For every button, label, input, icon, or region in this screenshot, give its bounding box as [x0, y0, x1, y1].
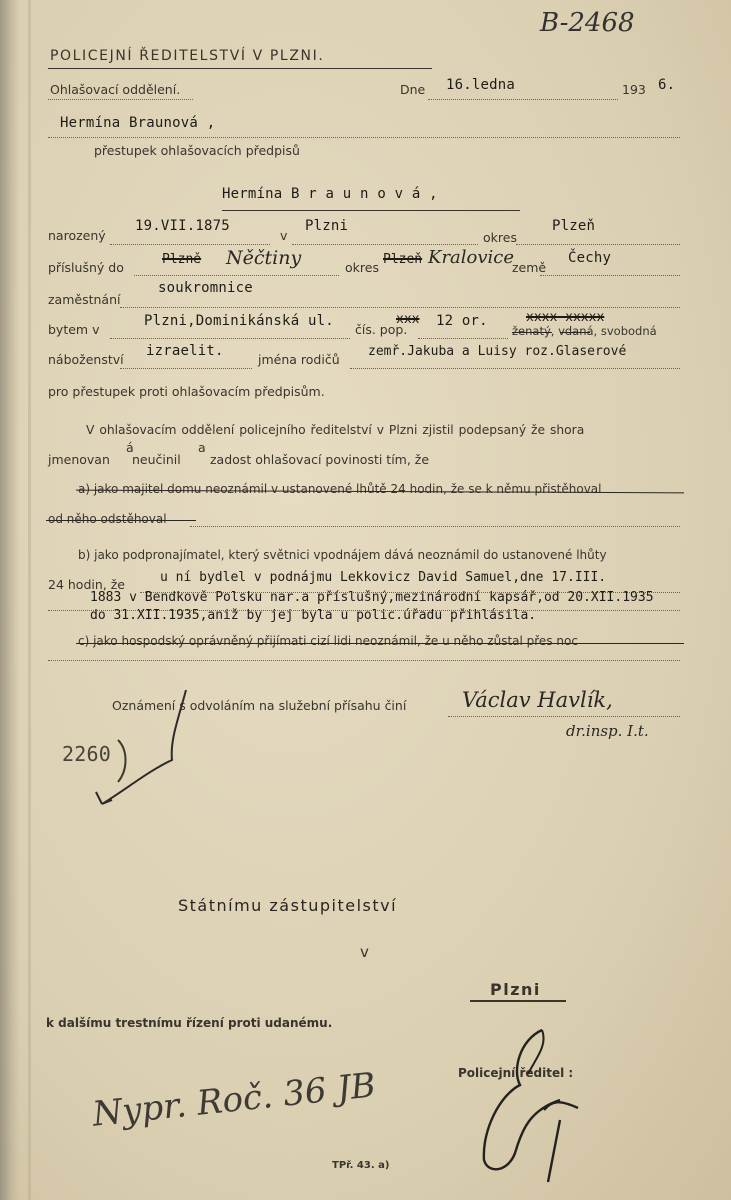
- header-title: POLICEJNÍ ŘEDITELSTVÍ V PLZNI.: [50, 48, 325, 64]
- number-value: 12 or.: [436, 313, 488, 329]
- paragraph-1-line-2a: jmenovan: [48, 452, 110, 467]
- declaration-text: Oznámení s odvoláním na služební přísahu činí: [112, 698, 407, 713]
- paragraph-1-line-2b: neučinil: [132, 452, 181, 467]
- status-struck: xxxx xxxxx: [526, 310, 605, 325]
- country-label: země: [512, 260, 547, 275]
- domicile-handwritten: Něčtiny: [226, 247, 302, 269]
- paragraph-1-line-2c: zadost ohlašovací povinosti tím, že: [210, 452, 430, 467]
- number-struck: xxx: [396, 312, 420, 327]
- department-label: Ohlašovací oddělení.: [50, 82, 181, 97]
- offense-line: pro přestupek proti ohlašovacím předpisům.: [48, 384, 325, 399]
- birthplace-value: Plzni: [305, 218, 349, 234]
- item-a-line-1: a) jako majitel domu neoznámil v ustanovené lhůtě 24 hodin, že se k němu přistěhoval: [78, 482, 602, 496]
- residence-value: Plzni,Dominikánská ul.: [144, 313, 334, 329]
- domicile-label: příslušný do: [48, 260, 124, 275]
- country-value: Čechy: [568, 250, 612, 266]
- district2-label: okres: [345, 260, 379, 275]
- domicile-struck: Plzně: [162, 252, 202, 267]
- pen-bracket-mark: [96, 690, 186, 804]
- district2-handwritten: Kralovice: [428, 247, 515, 268]
- year-prefix: 193: [622, 82, 646, 97]
- document-number: B-2468: [540, 8, 635, 38]
- parents-label: jména rodičů: [258, 352, 340, 367]
- item-b-typed-2: 1883 v Bendkově Polsku nar.a příslušný,mezinárodní kapsář,od 20.XII.1935: [90, 590, 654, 605]
- number-label: čís. pop.: [355, 322, 408, 337]
- born-value: 19.VII.1875: [135, 218, 230, 234]
- officer-signature: Václav Havlík,: [462, 688, 613, 712]
- item-b-typed-1: u ní bydlel v podnájmu Lekkovicz David Samuel,dne 17.III.: [160, 570, 607, 585]
- residence-label: bytem v: [48, 322, 100, 337]
- date-label: Dne: [400, 82, 426, 97]
- stamp-number: 2260: [62, 742, 111, 766]
- item-b-prefix: 24 hodin, že: [48, 577, 125, 592]
- director-signature: [484, 1030, 578, 1182]
- paragraph-1-line-1: V ohlašovacím oddělení policejního ředitelství v Plzni zjistil podepsaný že shora: [86, 423, 585, 437]
- date-value: 16.ledna: [446, 77, 516, 93]
- handwritten-reference: Nypr. Roč. 36 JB: [90, 1065, 378, 1135]
- employment-value: soukromnice: [158, 280, 253, 296]
- birthplace-label: v: [280, 228, 288, 243]
- year-suffix: 6.: [658, 77, 676, 93]
- religion-label: náboženství: [48, 352, 124, 367]
- subject-name-spaced: Hermína B r a u n o v á ,: [222, 186, 438, 202]
- born-label: narozený: [48, 228, 106, 243]
- addressee-line-3: Plzni: [490, 980, 541, 999]
- item-c-line: c) jako hospodský oprávněný přijímati cizí lidi neoznámil, že u něho zůstal přes noc: [78, 634, 578, 648]
- subject-name: Hermína Braunová ,: [60, 115, 216, 131]
- item-a-line-2: od něho odstěhoval: [48, 512, 167, 526]
- further-proceedings: k dalšímu trestnímu řízení proti udanému.: [46, 1016, 333, 1030]
- officer-rank: dr.insp. I.t.: [566, 722, 649, 740]
- paragraph-1-sup-1: á: [126, 440, 134, 455]
- employment-label: zaměstnání: [48, 292, 121, 307]
- addressee-line-1: Státnímu zástupitelství: [178, 896, 398, 915]
- religion-value: izraelit.: [146, 343, 224, 359]
- district-label: okres: [483, 230, 517, 245]
- item-b-line-1: b) jako podpronajímatel, který světnici vpodnájem dává neoznámil do ustanovené lhůty: [78, 548, 607, 562]
- addressee-line-2: v: [360, 943, 369, 961]
- stamp-number-bracket: [118, 740, 126, 782]
- offense-title: přestupek ohlašovacích předpisů: [94, 143, 300, 158]
- form-code: TPř. 43. a): [332, 1160, 390, 1171]
- director-label: Policejní ředitel :: [458, 1066, 574, 1080]
- parents-value: zemř.Jakuba a Luisy roz.Glaserové: [368, 344, 627, 359]
- district2-struck: Plzeň: [383, 252, 423, 267]
- item-b-typed-3: do 31.XII.1935,aniž by jej byla u polic.úřadu přihlásila.: [90, 608, 537, 623]
- paragraph-1-sup-2: a: [198, 440, 206, 455]
- district-value: Plzeň: [552, 218, 596, 234]
- status-options: ženatý, vdaná, svobodná: [512, 324, 657, 338]
